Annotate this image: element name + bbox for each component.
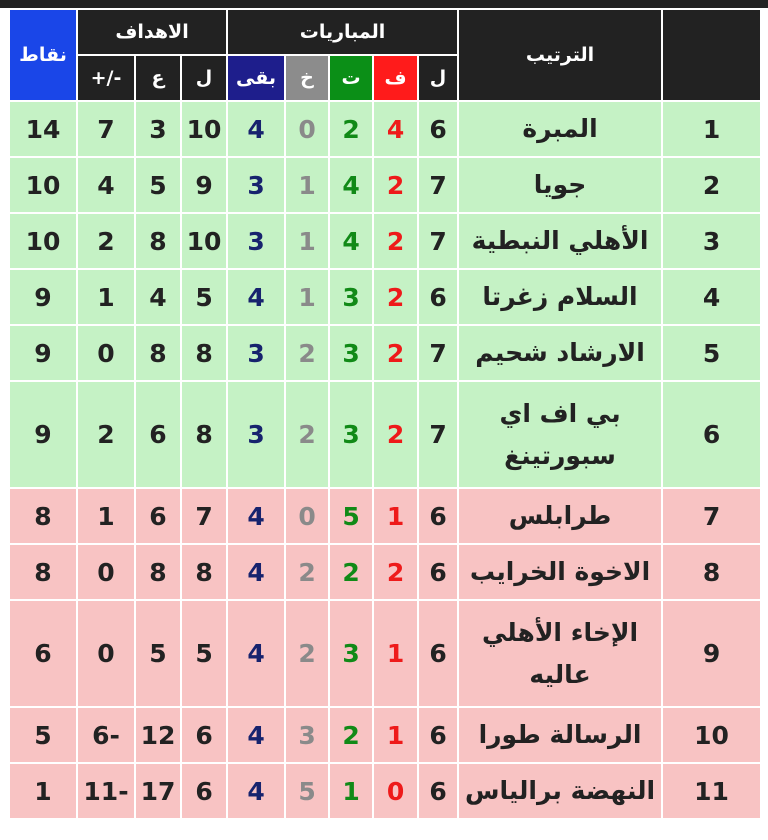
goal-diff-cell: 2 <box>77 213 135 269</box>
losses-cell: 1 <box>373 600 418 707</box>
wins-cell: 4 <box>329 157 373 213</box>
played-cell: 6 <box>418 269 458 325</box>
draws-cell: 1 <box>285 157 329 213</box>
remaining-cell: 4 <box>227 269 285 325</box>
goal-diff-cell: 7 <box>77 101 135 157</box>
losses-header: ف <box>373 55 418 101</box>
remaining-cell: 3 <box>227 213 285 269</box>
losses-cell: 2 <box>373 213 418 269</box>
played-cell: 6 <box>418 488 458 544</box>
goals-for-header: ل <box>181 55 227 101</box>
points-cell: 9 <box>9 381 77 488</box>
wins-cell: 3 <box>329 325 373 381</box>
goals-for-cell: 8 <box>181 325 227 381</box>
rank-number-header <box>662 9 761 101</box>
points-cell: 10 <box>9 213 77 269</box>
goals-against-cell: 5 <box>135 600 181 707</box>
draws-cell: 2 <box>285 600 329 707</box>
team-name: الأهلي النبطية <box>458 213 662 269</box>
goals-group-header: الاهداف <box>77 9 227 55</box>
goal-diff-header: +/- <box>77 55 135 101</box>
goal-diff-cell: 1 <box>77 269 135 325</box>
goal-diff-cell: 1 <box>77 488 135 544</box>
wins-cell: 3 <box>329 600 373 707</box>
table-row <box>9 600 761 707</box>
remaining-cell: 4 <box>227 544 285 600</box>
remaining-header: بقى <box>227 55 285 101</box>
rank-cell: 6 <box>662 381 761 488</box>
remaining-cell: 4 <box>227 488 285 544</box>
points-cell: 10 <box>9 157 77 213</box>
played-cell: 6 <box>418 600 458 707</box>
team-name: الاخوة الخرايب <box>458 544 662 600</box>
table-row <box>9 544 761 600</box>
goals-against-cell: 8 <box>135 544 181 600</box>
wins-cell: 3 <box>329 269 373 325</box>
points-cell: 5 <box>9 707 77 763</box>
table-row <box>9 101 761 157</box>
rank-cell: 10 <box>662 707 761 763</box>
remaining-cell: 3 <box>227 157 285 213</box>
rank-cell: 7 <box>662 488 761 544</box>
rank-cell: 11 <box>662 763 761 819</box>
standings-table <box>8 8 762 820</box>
goals-against-cell: 17 <box>135 763 181 819</box>
losses-cell: 2 <box>373 269 418 325</box>
team-name: الرسالة طورا <box>458 707 662 763</box>
goal-diff-cell: 2 <box>77 381 135 488</box>
top-bar <box>0 0 768 8</box>
goals-against-cell: 5 <box>135 157 181 213</box>
remaining-cell: 3 <box>227 325 285 381</box>
team-name: المبرة <box>458 101 662 157</box>
goals-for-cell: 8 <box>181 544 227 600</box>
team-name: بي اف اي سبورتينغ <box>458 381 662 488</box>
draws-cell: 0 <box>285 488 329 544</box>
draws-cell: 5 <box>285 763 329 819</box>
played-cell: 6 <box>418 544 458 600</box>
played-cell: 6 <box>418 707 458 763</box>
goals-for-cell: 5 <box>181 600 227 707</box>
played-cell: 7 <box>418 381 458 488</box>
goals-against-cell: 3 <box>135 101 181 157</box>
table-row <box>9 381 761 488</box>
goals-against-cell: 6 <box>135 488 181 544</box>
team-name: الارشاد شحيم <box>458 325 662 381</box>
wins-cell: 2 <box>329 707 373 763</box>
goals-against-cell: 8 <box>135 213 181 269</box>
draws-cell: 2 <box>285 325 329 381</box>
points-cell: 9 <box>9 269 77 325</box>
goal-diff-cell: 0 <box>77 544 135 600</box>
points-cell: 8 <box>9 488 77 544</box>
goals-for-cell: 9 <box>181 157 227 213</box>
draws-cell: 0 <box>285 101 329 157</box>
losses-cell: 4 <box>373 101 418 157</box>
rank-cell: 3 <box>662 213 761 269</box>
table-row <box>9 325 761 381</box>
rank-header: الترتيب <box>458 9 662 101</box>
team-name: السلام زغرتا <box>458 269 662 325</box>
played-cell: 6 <box>418 101 458 157</box>
rank-cell: 1 <box>662 101 761 157</box>
played-cell: 7 <box>418 213 458 269</box>
table-row <box>9 488 761 544</box>
goals-for-cell: 6 <box>181 763 227 819</box>
goals-against-cell: 4 <box>135 269 181 325</box>
points-cell: 6 <box>9 600 77 707</box>
matches-group-header: المباريات <box>227 9 458 55</box>
rank-cell: 2 <box>662 157 761 213</box>
losses-cell: 1 <box>373 707 418 763</box>
losses-cell: 2 <box>373 325 418 381</box>
wins-cell: 5 <box>329 488 373 544</box>
goals-for-cell: 10 <box>181 213 227 269</box>
draws-header: خ <box>285 55 329 101</box>
goals-for-cell: 5 <box>181 269 227 325</box>
played-cell: 7 <box>418 157 458 213</box>
goals-against-cell: 8 <box>135 325 181 381</box>
draws-cell: 1 <box>285 213 329 269</box>
losses-cell: 2 <box>373 157 418 213</box>
goal-diff-cell: 11- <box>77 763 135 819</box>
table-row <box>9 269 761 325</box>
table-row <box>9 763 761 819</box>
played-cell: 6 <box>418 763 458 819</box>
losses-cell: 1 <box>373 488 418 544</box>
played-header: ل <box>418 55 458 101</box>
goal-diff-cell: 4 <box>77 157 135 213</box>
team-name: جويا <box>458 157 662 213</box>
remaining-cell: 4 <box>227 763 285 819</box>
table-row <box>9 707 761 763</box>
goal-diff-cell: 0 <box>77 600 135 707</box>
goals-against-header: ع <box>135 55 181 101</box>
remaining-cell: 4 <box>227 707 285 763</box>
team-name: طرابلس <box>458 488 662 544</box>
wins-cell: 2 <box>329 101 373 157</box>
rank-cell: 9 <box>662 600 761 707</box>
losses-cell: 2 <box>373 381 418 488</box>
goals-for-cell: 7 <box>181 488 227 544</box>
wins-cell: 2 <box>329 544 373 600</box>
wins-cell: 1 <box>329 763 373 819</box>
goal-diff-cell: 0 <box>77 325 135 381</box>
remaining-cell: 4 <box>227 600 285 707</box>
points-header: نقاط <box>9 9 77 101</box>
wins-cell: 4 <box>329 213 373 269</box>
goals-against-cell: 12 <box>135 707 181 763</box>
points-cell: 1 <box>9 763 77 819</box>
points-cell: 8 <box>9 544 77 600</box>
losses-cell: 0 <box>373 763 418 819</box>
wins-cell: 3 <box>329 381 373 488</box>
goal-diff-cell: 6- <box>77 707 135 763</box>
draws-cell: 2 <box>285 544 329 600</box>
rank-cell: 5 <box>662 325 761 381</box>
played-cell: 7 <box>418 325 458 381</box>
wins-header: ت <box>329 55 373 101</box>
remaining-cell: 4 <box>227 101 285 157</box>
rank-cell: 8 <box>662 544 761 600</box>
losses-cell: 2 <box>373 544 418 600</box>
draws-cell: 1 <box>285 269 329 325</box>
team-name: النهضة برالياس <box>458 763 662 819</box>
remaining-cell: 3 <box>227 381 285 488</box>
goals-for-cell: 6 <box>181 707 227 763</box>
draws-cell: 3 <box>285 707 329 763</box>
points-cell: 9 <box>9 325 77 381</box>
rank-cell: 4 <box>662 269 761 325</box>
goals-for-cell: 10 <box>181 101 227 157</box>
points-cell: 14 <box>9 101 77 157</box>
draws-cell: 2 <box>285 381 329 488</box>
goals-against-cell: 6 <box>135 381 181 488</box>
goals-for-cell: 8 <box>181 381 227 488</box>
table-row <box>9 213 761 269</box>
table-row <box>9 157 761 213</box>
team-name: الإخاء الأهلي عاليه <box>458 600 662 707</box>
